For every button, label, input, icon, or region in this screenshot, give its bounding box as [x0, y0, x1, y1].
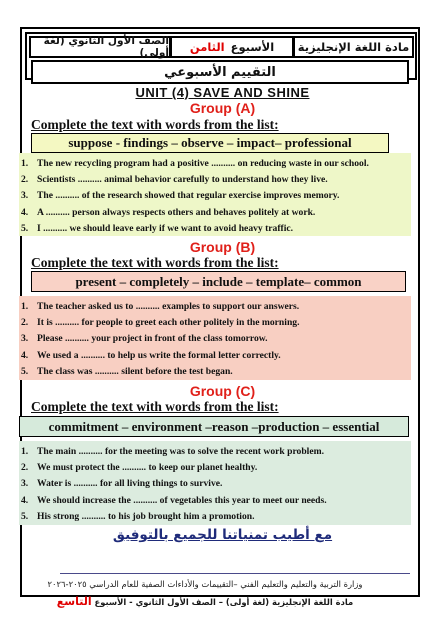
- list-item: 3. The .......... of the research showed that regular exercise improves memory.: [21, 190, 340, 202]
- list-item: 4. We should increase the .......... of vegetables this year to meet our needs.: [21, 494, 327, 506]
- list-item: 3. Water is .......... for all living things to survive.: [21, 478, 223, 490]
- group-a-instruction: Complete the text with words from the list:: [31, 117, 279, 132]
- week-label: [170, 36, 294, 58]
- list-item: 1. The new recycling program had a positive .......... on reducing waste in our school.: [21, 157, 369, 169]
- group-b-title: Group (B): [189, 239, 256, 255]
- grade-label: الصف الأول الثانوي (لغة أولى): [29, 36, 171, 58]
- group-c-title: Group (C): [189, 383, 256, 399]
- list-item: 3. Please .......... your project in front of the class tomorrow.: [21, 333, 268, 345]
- evaluation-title: التقييم الأسبوعي: [31, 60, 409, 84]
- group-a-sentences: [19, 153, 411, 236]
- list-item: 5. His strong .......... to his job brought him a promotion.: [21, 511, 255, 523]
- list-item: 2. Scientists .......... animal behavior carefully to understand how they live.: [21, 174, 328, 186]
- list-item: 5. The class was .......... silent before the test began.: [21, 366, 233, 378]
- footer-subject: مادة اللغة الإنجليزية (لغة أولى) – الصف الأول الثانوي - الأسبوع التاسع: [56, 595, 354, 608]
- unit-title: UNIT (4) SAVE AND SHINE: [135, 85, 310, 100]
- group-b-sentences: [19, 296, 411, 380]
- list-item: 4. We used a .......... to help us write the formal letter correctly.: [21, 349, 281, 361]
- list-item: 5. I .......... we should leave early if we want to avoid heavy traffic.: [21, 223, 294, 235]
- list-item: 4. A .......... person always respects others and behaves politely at work.: [21, 206, 316, 218]
- list-item: 1. The main .......... for the meeting was to solve the recent work problem.: [21, 445, 324, 457]
- week-value: الثامن: [189, 40, 225, 54]
- closing-wishes: مع أطيب تمنياتنا للجميع بالتوفيق: [112, 527, 333, 543]
- footer-ministry: وزارة التربية والتعليم والتعليم الفني –التقييمات والأداءات الصفية للعام الدراسي ٢٠٢٥-٢٠٢٦: [47, 579, 363, 589]
- group-c-sentences: [19, 441, 411, 525]
- group-c-word-list: commitment – environment –reason –production – essential: [19, 416, 409, 437]
- week-word: الأسبوع: [230, 40, 275, 54]
- list-item: 2. It is .......... for people to greet each other politely in the morning.: [21, 317, 300, 329]
- group-a-title: Group (A): [189, 100, 256, 116]
- list-item: 2. We must protect the .......... to keep our planet healthy.: [21, 462, 258, 474]
- list-item: 1. The teacher asked us to .......... examples to support our answers.: [21, 300, 300, 312]
- group-b-instruction: Complete the text with words from the list:: [31, 255, 279, 270]
- group-b-word-list: present – completely – include – template– common: [31, 271, 406, 292]
- footer-divider: [60, 573, 410, 574]
- footer-week-value: التاسع: [56, 595, 92, 608]
- subject-label: مادة اللغة الإنجليزية: [293, 36, 414, 58]
- group-c-instruction: Complete the text with words from the list:: [31, 399, 279, 414]
- group-a-word-list: suppose - findings – observe – impact– professional: [31, 133, 389, 153]
